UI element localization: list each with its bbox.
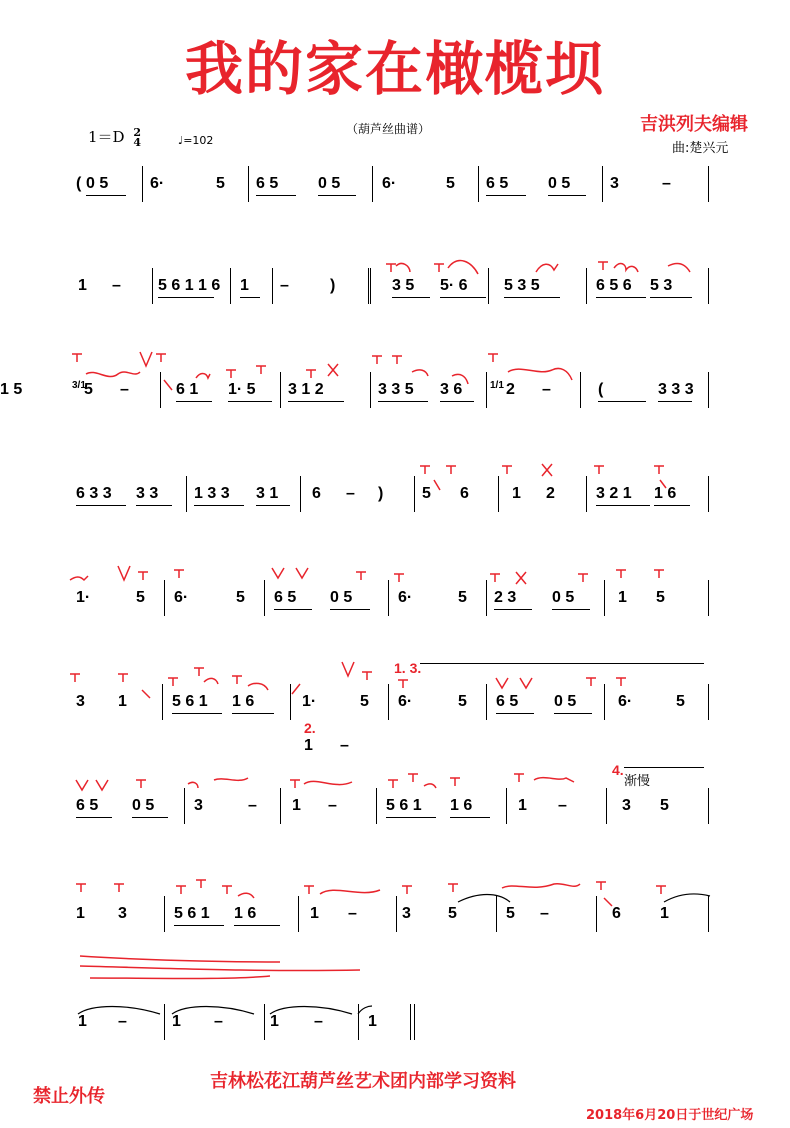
- beam-underline: [174, 925, 224, 926]
- score-token: 0 5: [330, 589, 353, 606]
- score-token: 1·: [76, 589, 91, 606]
- beam-underline: [76, 817, 112, 818]
- score-token: 5: [84, 381, 93, 398]
- score-token: 5: [422, 485, 431, 502]
- score-token: 1 6: [232, 693, 255, 710]
- score-token: (: [598, 381, 604, 398]
- score-token: 5 6 1: [386, 797, 422, 814]
- beam-underline: [132, 817, 168, 818]
- beam-underline: [486, 195, 526, 196]
- score-token: –: [112, 277, 121, 294]
- key-label: 1＝D: [88, 128, 125, 146]
- beam-underline: [274, 609, 312, 610]
- bar-line: [586, 476, 587, 512]
- score-token: –: [540, 905, 549, 922]
- score-token: 5: [458, 693, 467, 710]
- score-token: 6 5: [274, 589, 297, 606]
- score-token: 6·: [398, 589, 413, 606]
- beam-underline: [330, 609, 370, 610]
- score-token: 3 6: [440, 381, 463, 398]
- score-token: 6 5 6: [596, 277, 632, 294]
- score-token: 5: [236, 589, 245, 606]
- beam-underline: [228, 401, 272, 402]
- bar-line: [164, 580, 165, 616]
- score-token: –: [248, 797, 257, 814]
- beam-underline: [658, 401, 692, 402]
- score-token: 6·: [150, 175, 165, 192]
- footer-notice: 禁止外传: [33, 1086, 105, 1107]
- score-token: 0 5: [554, 693, 577, 710]
- bar-line: [186, 476, 187, 512]
- score-token: 6 5: [256, 175, 279, 192]
- bar-line: [506, 788, 507, 824]
- beam-underline: [378, 401, 428, 402]
- score-token: 1: [310, 905, 319, 922]
- score-token: 1: [292, 797, 301, 814]
- score-token: 1: [78, 277, 87, 294]
- beam-underline: [76, 505, 126, 506]
- bar-line: [280, 372, 281, 408]
- score-token: 3 1: [256, 485, 279, 502]
- score-token: 1 6: [234, 905, 257, 922]
- bar-line: [376, 788, 377, 824]
- score-token: 3 3 5: [378, 381, 414, 398]
- score-token: 3/1: [72, 380, 86, 391]
- score-token: –: [120, 381, 129, 398]
- score-token: 3: [194, 797, 203, 814]
- bar-line: [708, 896, 709, 932]
- bar-line: [184, 788, 185, 824]
- score-token: 3: [118, 905, 127, 922]
- beam-underline: [440, 297, 486, 298]
- beam-underline: [494, 609, 532, 610]
- bar-line: [388, 580, 389, 616]
- score-token: 6 5: [486, 175, 509, 192]
- beam-underline: [450, 817, 490, 818]
- score-token: 5: [446, 175, 455, 192]
- score-token: ): [378, 485, 384, 502]
- score-token: 1·: [302, 693, 317, 710]
- bar-line: [248, 166, 249, 202]
- score-token: 5: [448, 905, 457, 922]
- bar-line: [370, 372, 371, 408]
- score-token: 1 5: [0, 381, 23, 398]
- beam-underline: [596, 505, 650, 506]
- score-token: 1: [368, 1013, 377, 1030]
- score-token: 1· 5: [228, 381, 256, 398]
- bar-line: [414, 476, 415, 512]
- beam-underline: [194, 505, 244, 506]
- score-token: 1: [304, 737, 313, 754]
- bar-line: [298, 896, 299, 932]
- score-token: 0 5: [318, 175, 341, 192]
- bar-line: [264, 1004, 265, 1040]
- beam-underline: [176, 401, 212, 402]
- beam-underline: [552, 609, 590, 610]
- bar-line: [580, 372, 581, 408]
- footer-date: 2018年6月20日于世纪广场: [586, 1108, 754, 1123]
- beam-underline: [240, 297, 260, 298]
- bar-line: [586, 268, 587, 304]
- tempo-mark: ♩=102: [178, 134, 214, 147]
- bar-line: [388, 684, 389, 720]
- subtitle: （葫芦丝曲谱）: [346, 122, 431, 136]
- score-token: 1: [270, 1013, 279, 1030]
- score-token: 6·: [382, 175, 397, 192]
- score-token: 5 6 1: [172, 693, 208, 710]
- score-token: –: [662, 175, 671, 192]
- bar-line: [488, 268, 489, 304]
- score-token: 1: [660, 905, 669, 922]
- score-token: 1: [78, 1013, 87, 1030]
- score-token: 6 5: [76, 797, 99, 814]
- beam-underline: [548, 195, 586, 196]
- footer-organization: 吉林松花江葫芦丝艺术团内部学习资料: [210, 1071, 516, 1092]
- score-token: –: [340, 737, 349, 754]
- beam-underline: [496, 713, 534, 714]
- bar-line: [708, 684, 709, 720]
- bar-line: [708, 476, 709, 512]
- composer-credit: 曲:楚兴元: [672, 141, 729, 156]
- score-token: 6: [612, 905, 621, 922]
- bar-line: [708, 166, 709, 202]
- bar-line: [498, 476, 499, 512]
- bar-line: [604, 580, 605, 616]
- beam-underline: [554, 713, 592, 714]
- score-token: 6: [460, 485, 469, 502]
- score-token: 0 5: [132, 797, 155, 814]
- score-token: 5: [458, 589, 467, 606]
- score-token: 3 2 1: [596, 485, 632, 502]
- score-token: 2: [546, 485, 555, 502]
- beam-underline: [504, 297, 560, 298]
- beam-underline: [136, 505, 172, 506]
- score-token: 1: [118, 693, 127, 710]
- score-token: –: [280, 277, 289, 294]
- score-token: 6·: [174, 589, 189, 606]
- beam-underline: [256, 195, 296, 196]
- editor-credit: 吉洪列夫编辑: [640, 114, 748, 135]
- score-token: 6·: [398, 693, 413, 710]
- score-token: –: [346, 485, 355, 502]
- time-sig-top: 2: [133, 126, 142, 139]
- bar-line: [230, 268, 231, 304]
- volta-1-3-label: 1. 3.: [394, 660, 422, 676]
- beam-underline: [256, 505, 290, 506]
- beam-underline: [288, 401, 344, 402]
- beam-underline: [386, 817, 436, 818]
- score-token: 5: [136, 589, 145, 606]
- score-token: 1 6: [450, 797, 473, 814]
- score-token: 3 5: [392, 277, 415, 294]
- bar-line: [142, 166, 143, 202]
- score-token: 1 6: [654, 485, 677, 502]
- score-token: 1: [518, 797, 527, 814]
- bar-line: [708, 268, 709, 304]
- beam-underline: [158, 297, 214, 298]
- bar-line: [478, 166, 479, 202]
- bar-line: [272, 268, 273, 304]
- score-token: 1 6: [198, 277, 221, 294]
- score-token: 6: [312, 485, 321, 502]
- bar-line: [486, 372, 487, 408]
- bar-line: [602, 166, 603, 202]
- bar-line: [486, 580, 487, 616]
- score-token: ): [330, 277, 336, 294]
- score-token: 5 6 1: [174, 905, 210, 922]
- key-signature: [88, 126, 141, 148]
- bar-line: [496, 896, 497, 932]
- score-token: 5: [656, 589, 665, 606]
- bar-line: [596, 896, 597, 932]
- beam-underline: [172, 713, 222, 714]
- beam-underline: [318, 195, 356, 196]
- score-token: 5: [216, 175, 225, 192]
- beam-underline: [234, 925, 280, 926]
- volta-4-label: 4.: [612, 762, 624, 778]
- score-token: –: [542, 381, 551, 398]
- score-token: 5· 6: [440, 277, 468, 294]
- beam-underline: [650, 297, 692, 298]
- score-token: 1: [240, 277, 249, 294]
- bar-line: [396, 896, 397, 932]
- bar-line: [152, 268, 153, 304]
- page-title: 我的家在橄榄坝: [184, 35, 605, 103]
- score-token: –: [328, 797, 337, 814]
- bar-line: [280, 788, 281, 824]
- score-token: 5 3 5: [504, 277, 540, 294]
- score-token: 2: [506, 381, 515, 398]
- bar-line: [368, 268, 369, 304]
- bar-line: [370, 268, 371, 304]
- volta-4-bracket: [624, 767, 704, 768]
- score-token: 1: [172, 1013, 181, 1030]
- bar-line: [264, 580, 265, 616]
- volta-2-label: 2.: [304, 720, 316, 736]
- bar-line: [162, 684, 163, 720]
- score-token: 5: [506, 905, 515, 922]
- bar-line: [160, 372, 161, 408]
- bar-line: [290, 684, 291, 720]
- beam-underline: [654, 505, 690, 506]
- bar-line: [486, 684, 487, 720]
- bar-line: [410, 1004, 411, 1040]
- score-token: 5 3: [650, 277, 673, 294]
- score-token: 6 5: [496, 693, 519, 710]
- score-token: –: [348, 905, 357, 922]
- score-token: 5: [660, 797, 669, 814]
- bar-line: [372, 166, 373, 202]
- score-token: 1/1: [490, 380, 504, 391]
- score-token: 3 1 2: [288, 381, 324, 398]
- score-token: 1: [76, 905, 85, 922]
- score-token: 5: [360, 693, 369, 710]
- score-token: –: [214, 1013, 223, 1030]
- score-token: 1: [618, 589, 627, 606]
- bar-line: [708, 580, 709, 616]
- bar-line: [358, 1004, 359, 1040]
- beam-underline: [598, 401, 646, 402]
- score-token: 3 3 3: [658, 381, 694, 398]
- score-token: 6 1: [176, 381, 199, 398]
- score-token: 3: [76, 693, 85, 710]
- score-token: 3 3: [136, 485, 159, 502]
- score-token: 3: [610, 175, 619, 192]
- bar-line: [708, 788, 709, 824]
- score-token: 6·: [618, 693, 633, 710]
- score-token: 0 5: [548, 175, 571, 192]
- score-token: 6 3 3: [76, 485, 112, 502]
- score-token: (: [76, 175, 82, 192]
- bar-line: [164, 1004, 165, 1040]
- volta-1-3-bracket: [420, 663, 704, 664]
- score-token: –: [558, 797, 567, 814]
- time-sig-bottom: 4: [133, 136, 142, 149]
- beam-underline: [440, 401, 474, 402]
- score-token: 1: [512, 485, 521, 502]
- beam-underline: [232, 713, 274, 714]
- score-token: 5 6 1: [158, 277, 194, 294]
- score-token: 1 3 3: [194, 485, 230, 502]
- score-token: 3: [622, 797, 631, 814]
- score-token: 3: [402, 905, 411, 922]
- bar-line: [414, 1004, 415, 1040]
- bar-line: [606, 788, 607, 824]
- score-token: 0 5: [552, 589, 575, 606]
- bar-line: [300, 476, 301, 512]
- beam-underline: [392, 297, 430, 298]
- ritardando-mark: 渐慢: [624, 774, 651, 789]
- bar-line: [708, 372, 709, 408]
- score-token: –: [118, 1013, 127, 1030]
- beam-underline: [596, 297, 646, 298]
- score-token: 5: [676, 693, 685, 710]
- score-token: –: [314, 1013, 323, 1030]
- score-token: 0 5: [86, 175, 109, 192]
- score-token: 2 3: [494, 589, 517, 606]
- bar-line: [604, 684, 605, 720]
- bar-line: [164, 896, 165, 932]
- beam-underline: [86, 195, 126, 196]
